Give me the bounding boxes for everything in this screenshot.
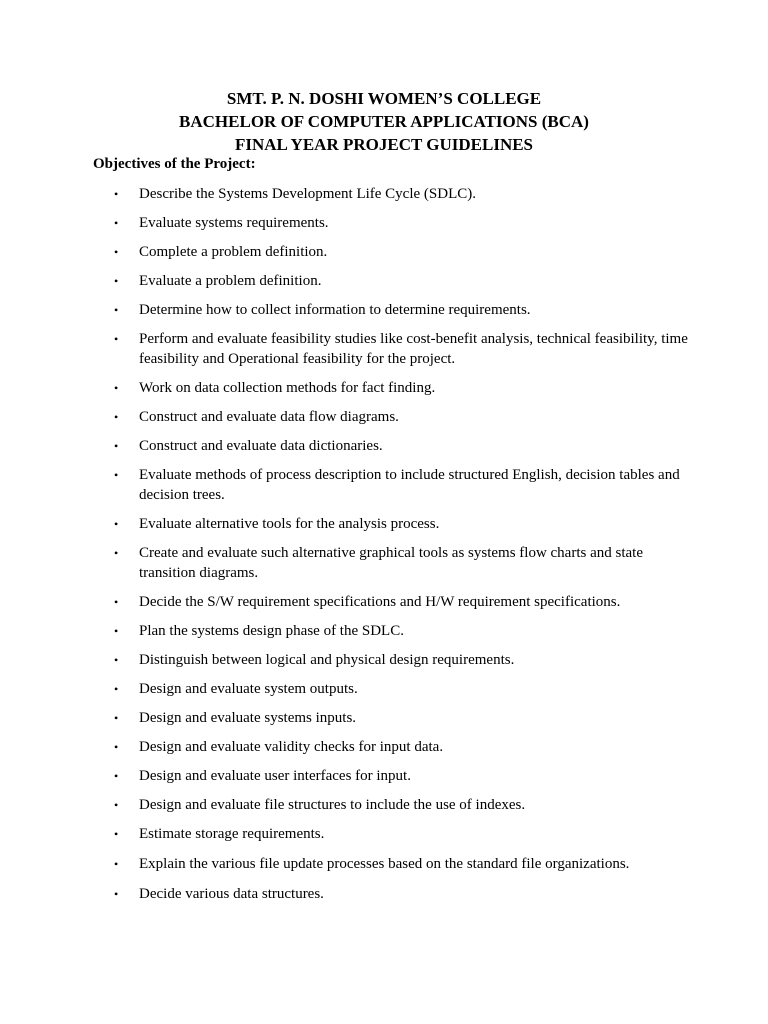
objective-item	[114, 242, 689, 262]
objective-item	[114, 824, 689, 844]
bullet-icon: •	[114, 887, 119, 901]
objective-text: Describe the Systems Development Life Cycle (SDLC).	[139, 186, 477, 202]
bullet-icon: •	[114, 546, 119, 560]
bullet-icon: •	[114, 332, 119, 346]
bullet-icon: •	[114, 303, 119, 317]
bullet-icon: •	[114, 468, 119, 482]
objective-item	[114, 514, 689, 534]
objective-item	[114, 766, 689, 786]
bullet-icon: •	[114, 274, 119, 288]
objective-item	[114, 679, 689, 699]
section-heading: Objectives of the Project:	[93, 156, 256, 172]
objective-text: Decide the S/W requirement specifications and H/W requirement specifications.	[139, 594, 621, 610]
bullet-icon: •	[114, 216, 119, 230]
bullet-icon: •	[114, 769, 119, 783]
objective-item	[114, 592, 689, 612]
bullet-icon: •	[114, 187, 119, 201]
objective-item	[114, 300, 689, 320]
program-name: BACHELOR OF COMPUTER APPLICATIONS (BCA)	[179, 112, 589, 131]
bullet-icon: •	[114, 624, 119, 638]
college-name: SMT. P. N. DOSHI WOMEN’S COLLEGE	[226, 89, 542, 108]
bullet-icon: •	[114, 827, 119, 841]
document-title: FINAL YEAR PROJECT GUIDELINES	[234, 135, 534, 154]
objective-item	[114, 407, 689, 427]
objective-text: Work on data collection methods for fact finding.	[139, 380, 436, 396]
objective-text: Perform and evaluate feasibility studies like cost-benefit analysis, technical feasibility, time feasibility and Operational feasibility for the project.	[139, 331, 688, 367]
objective-item	[114, 378, 689, 398]
bullet-icon: •	[114, 653, 119, 667]
objective-item	[114, 621, 689, 641]
objective-text: Distinguish between logical and physical design requirements.	[139, 652, 515, 668]
objective-text: Construct and evaluate data flow diagrams.	[139, 409, 399, 425]
objective-item	[114, 271, 689, 291]
objective-text: Design and evaluate systems inputs.	[139, 710, 357, 726]
objective-text: Create and evaluate such alternative graphical tools as systems flow charts and state transition diagrams.	[139, 545, 643, 581]
objective-text: Design and evaluate file structures to include the use of indexes.	[139, 797, 526, 813]
objective-text: Evaluate methods of process description to include structured English, decision tables and decision trees.	[139, 467, 680, 503]
objective-text: Decide various data structures.	[139, 886, 324, 902]
objective-item	[114, 737, 689, 757]
bullet-icon: •	[114, 410, 119, 424]
objective-item	[114, 795, 689, 815]
bullet-icon: •	[114, 245, 119, 259]
bullet-icon: •	[114, 517, 119, 531]
objective-item	[114, 184, 689, 204]
bullet-icon: •	[114, 798, 119, 812]
bullet-icon: •	[114, 740, 119, 754]
objective-text: Evaluate alternative tools for the analysis process.	[139, 516, 440, 532]
objective-item	[114, 436, 689, 456]
objective-item	[114, 213, 689, 233]
bullet-icon: •	[114, 439, 119, 453]
objective-text: Design and evaluate system outputs.	[139, 681, 358, 697]
objective-text: Estimate storage requirements.	[139, 826, 325, 842]
objective-item	[114, 543, 689, 583]
objective-item	[114, 465, 689, 505]
objective-item	[114, 708, 689, 728]
objective-text: Evaluate a problem definition.	[139, 273, 322, 289]
document-header	[0, 87, 768, 156]
objective-text: Determine how to collect information to determine requirements.	[139, 302, 531, 318]
objective-text: Design and evaluate validity checks for input data.	[139, 739, 444, 755]
objective-text: Evaluate systems requirements.	[139, 215, 329, 231]
objective-text: Plan the systems design phase of the SDLC.	[139, 623, 404, 639]
objective-text: Explain the various file update processes based on the standard file organizations.	[139, 856, 630, 872]
objective-item	[114, 854, 689, 874]
objective-text: Complete a problem definition.	[139, 244, 328, 260]
bullet-icon: •	[114, 682, 119, 696]
bullet-icon: •	[114, 857, 119, 871]
bullet-icon: •	[114, 381, 119, 395]
objective-item	[114, 329, 689, 369]
objective-text: Design and evaluate user interfaces for input.	[139, 768, 411, 784]
objective-item	[114, 884, 689, 904]
objective-item	[114, 650, 689, 670]
bullet-icon: •	[114, 595, 119, 609]
bullet-icon: •	[114, 711, 119, 725]
objective-text: Construct and evaluate data dictionaries.	[139, 438, 383, 454]
